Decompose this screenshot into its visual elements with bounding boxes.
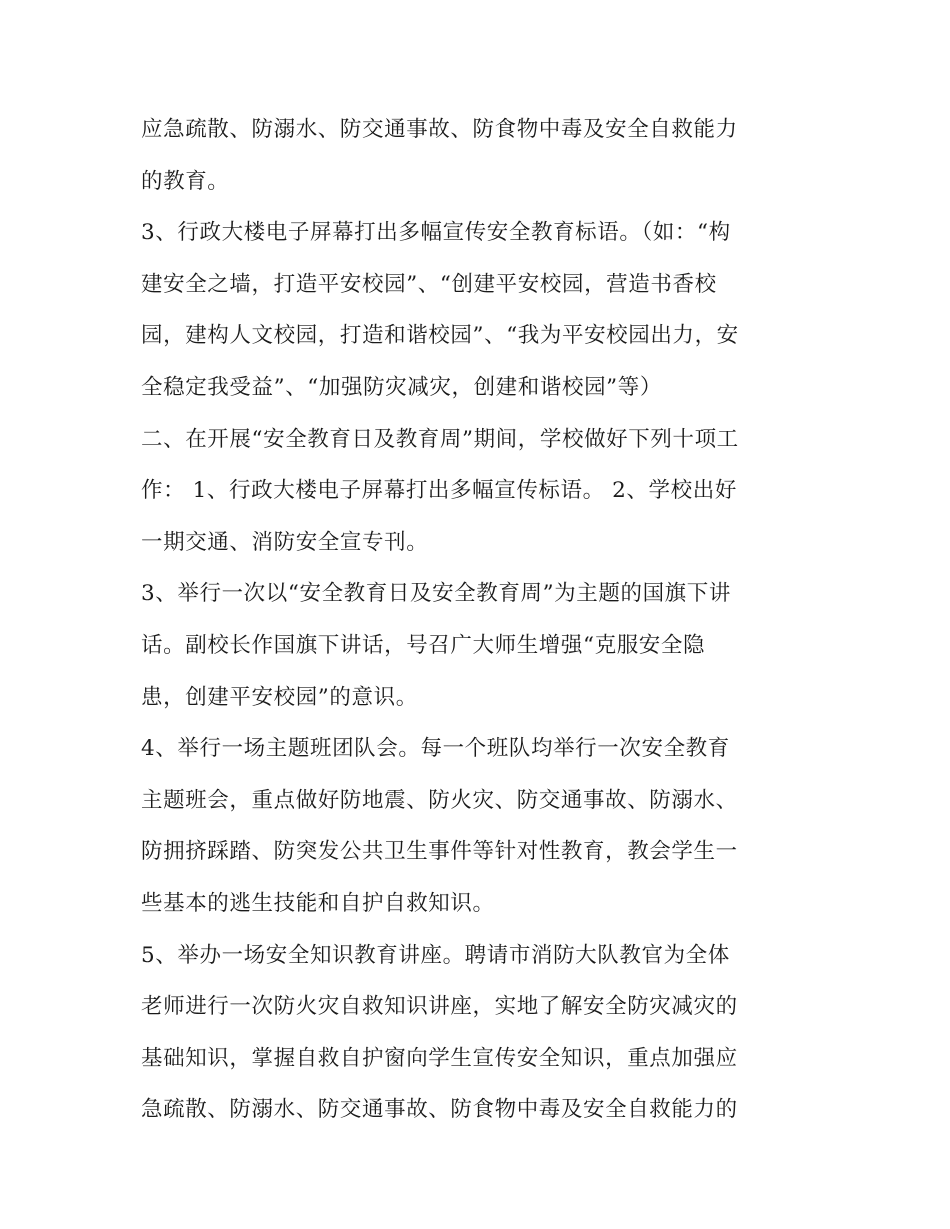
text-line: 话。副校长作国旗下讲话，号召广大师生增强“克服安全隐 xyxy=(141,632,706,658)
document-body xyxy=(141,104,813,1136)
text-line: 患，创建平安校园”的意识。 xyxy=(141,684,418,710)
text-line: 主题班会，重点做好防地震、防火灾、防交通事故、防溺水、 xyxy=(141,787,738,813)
text-line: 3、举行一次以“安全教育日及安全教育周”为主题的国旗下讲 xyxy=(141,581,731,607)
text-line: 二、在开展“安全教育日及教育周”期间，学校做好下列十项工 xyxy=(141,426,739,452)
text-line: 的教育。 xyxy=(141,168,230,194)
text-line: 防拥挤踩踏、防突发公共卫生事件等针对性教育，教会学生一 xyxy=(141,839,738,865)
text-line: 老师进行一次防火灾自救知识讲座，实地了解安全防灾减灾的 xyxy=(141,994,738,1020)
text-line: 作： 1、行政大楼电子屏幕打出多幅宣传标语。 2、学校出好 xyxy=(141,478,737,504)
text-line: 全稳定我受益”、“加强防灾减灾，创建和谐校园”等） xyxy=(141,374,662,400)
text-line: 3、行政大楼电子屏幕打出多幅宣传安全教育标语。（如：“构 xyxy=(141,220,731,246)
text-line: 4、举行一场主题班团队会。每一个班队均举行一次安全教育 xyxy=(141,736,730,762)
text-line: 5、举办一场安全知识教育讲座。聘请市消防大队教官为全体 xyxy=(141,942,730,968)
text-line: 些基本的逃生技能和自护自救知识。 xyxy=(141,890,495,916)
text-line: 园，建构人文校园，打造和谐校园”、“我为平安校园出力，安 xyxy=(141,323,739,349)
text-line: 急疏散、防溺水、防交通事故、防食物中毒及安全自救能力的 xyxy=(141,1097,738,1123)
text-line: 基础知识，掌握自救自护窗向学生宣传安全知识，重点加强应 xyxy=(141,1045,738,1071)
text-line: 一期交通、消防安全宣专刊。 xyxy=(141,529,429,555)
text-line: 建安全之墙，打造平安校园”、“创建平安校园，营造书香校 xyxy=(141,271,717,297)
text-line: 应急疏散、防溺水、防交通事故、防食物中毒及安全自救能力 xyxy=(141,117,738,142)
